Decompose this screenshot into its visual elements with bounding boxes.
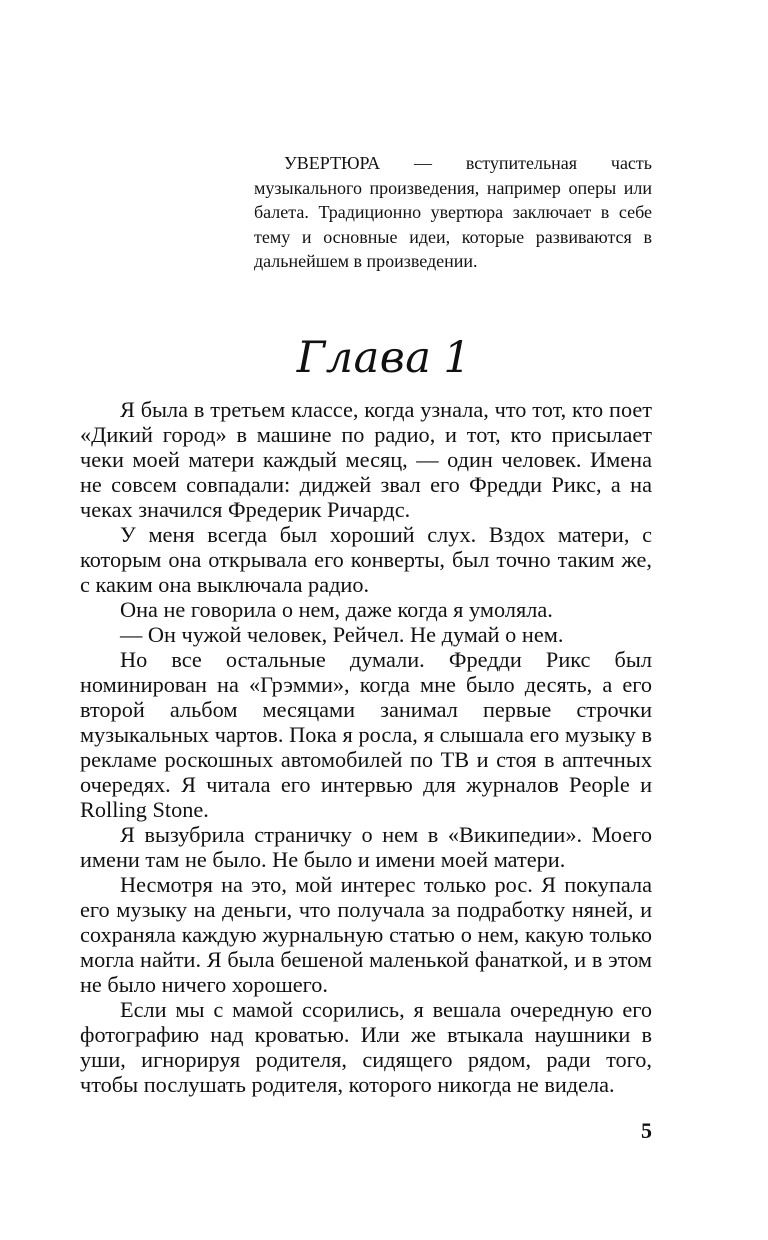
paragraph: Я вызубрила страничку о нем в «Википедии». Моего имени там не было. Не было и имени моей матери. <box>80 822 652 872</box>
page-number: 5 <box>641 1118 652 1143</box>
epigraph: УВЕРТЮРА — вступительная часть музыкального произведения, например оперы или балета. Традиционно увертюра заключает в себе тему и основные идеи, которые развиваются в дальнейшем в произведении. <box>254 153 652 271</box>
paragraph: Несмотря на это, мой интерес только рос. Я покупала его музыку на деньги, что получала за подработку няней, и сохраняла каждую журнальную статью о нем, какую только могла найти. Я была бешеной маленькой фанаткой, и в этом не было ничего хорошего. <box>80 872 652 997</box>
chapter-number: 1 <box>443 333 472 383</box>
paragraph: У меня всегда был хороший слух. Вздох матери, с которым она открывала его конверты, был точно таким же, с каким она выключала радио. <box>80 522 652 597</box>
chapter-title-word: Глава <box>296 333 432 383</box>
paragraph: Но все остальные думали. Фредди Рикс был номинирован на «Грэмми», когда мне было десять, а его второй альбом месяцами занимал первые строчки музыкальных чартов. Пока я росла, я слышала его музыку в рекламе роскошных автомобилей по ТВ и стоя в аптечных очередях. Я читала его интервью для журналов People и Rolling Stone. <box>80 647 652 822</box>
paragraph: Если мы с мамой ссорились, я вешала очередную его фотографию над кроватью. Или же втыкала наушники в уши, игнорируя родителя, сидящего рядом, ради того, чтобы послушать родителя, которого никогда не видела. <box>80 997 652 1097</box>
paragraph: Я была в третьем классе, когда узнала, что тот, кто поет «Дикий город» в машине по радио, и тот, кто присылает чеки моей матери каждый месяц, — один человек. Имена не совсем совпадали: диджей звал его Фредди Рикс, а на чеках значился Фредерик Ричардс. <box>80 397 652 522</box>
chapter-title <box>0 328 768 388</box>
chapter-body <box>80 397 652 1097</box>
paragraph: — Он чужой человек, Рейчел. Не думай о нем. <box>120 622 564 647</box>
paragraph: Она не говорила о нем, даже когда я умоляла. <box>120 597 553 622</box>
